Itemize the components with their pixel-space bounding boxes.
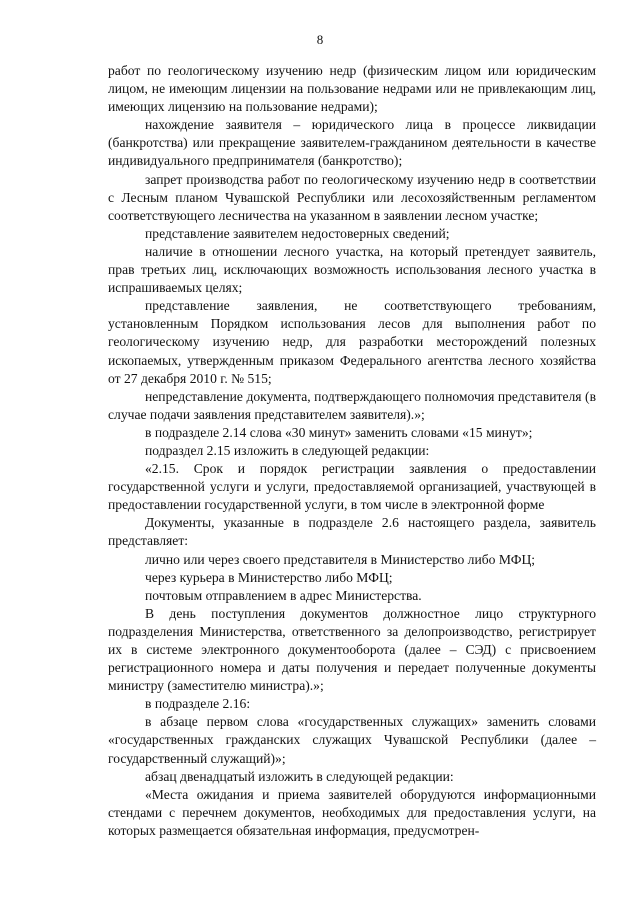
paragraph: нахождение заявителя – юридического лица в процессе ликвидации (банкротства) или прекращение заявителем-гражданином деятельности в качестве индивидуального предпринимателя (банкротство); — [108, 117, 596, 169]
paragraph: В день поступления документов должностное лицо структурного подразделения Министерства, ответственного за делопроизводство, регистрирует их в системе электронного документооборота (далее – СЭД) с присвоением регистрационного номера и даты получения и передает полученные документы министру (заместителю министра).»; — [108, 605, 596, 694]
paragraph: Документы, указанные в подразделе 2.6 настоящего раздела, заявитель представляет: — [108, 515, 596, 549]
document-body — [108, 62, 596, 840]
paragraph: представление заявления, не соответствующего требованиям, установленным Порядком использования лесов для выполнения работ по геологическому изучению недр, для разработки месторождений полезных ископаемых, утвержденным приказом Федерального агентства лесного хозяйства от 27 декабря 2010 г. № 515; — [108, 298, 596, 386]
paragraph: подраздел 2.15 изложить в следующей редакции: — [145, 442, 430, 458]
paragraph: непредставление документа, подтверждающего полномочия представителя (в случае подачи заявления представителем заявителя).»; — [108, 388, 596, 422]
paragraph: «Места ожидания и приема заявителей оборудуются информационными стендами с перечнем документов, необходимых для предоставления услуги, на которых размещается обязательная информация, предусмотрен- — [108, 786, 596, 838]
paragraph: через курьера в Министерство либо МФЦ; — [145, 569, 393, 585]
page-number: 8 — [316, 32, 324, 47]
paragraph: лично или через своего представителя в Министерство либо МФЦ; — [145, 551, 536, 567]
paragraph: в подразделе 2.14 слова «30 минут» заменить словами «15 минут»; — [145, 424, 533, 440]
paragraph: запрет производства работ по геологическому изучению недр в соответствии с Лесным планом Чувашской Республики или лесохозяйственным регламентом соответствующего лесничества на указанном в заявлении лесном участке; — [108, 171, 596, 223]
paragraph: «2.15. Срок и порядок регистрации заявления о предоставлении государственной услуги и услуги, предоставляемой организацией, участвующей в предоставлении государственной услуги, в том числе в электронной форме — [108, 461, 596, 513]
paragraph: представление заявителем недостоверных сведений; — [145, 225, 450, 241]
paragraph: абзац двенадцатый изложить в следующей редакции: — [145, 768, 454, 784]
paragraph: работ по геологическому изучению недр (физическим лицом или юридическим лицом, не имеющим лицензии на пользование недрами или не привлекающим лиц, имеющих лицензию на пользование недрами); — [108, 63, 596, 115]
paragraph: почтовым отправлением в адрес Министерства. — [145, 587, 422, 603]
paragraph: наличие в отношении лесного участка, на который претендует заявитель, прав третьих лиц, исключающих возможность использования лесного участка в испрашиваемых целях; — [108, 243, 596, 296]
paragraph: в абзаце первом слова «государственных служащих» заменить словами «государственных гражданских служащих Чувашской Республики (далее – государственный служащий)»; — [108, 714, 596, 766]
paragraph: в подразделе 2.16: — [145, 696, 251, 712]
